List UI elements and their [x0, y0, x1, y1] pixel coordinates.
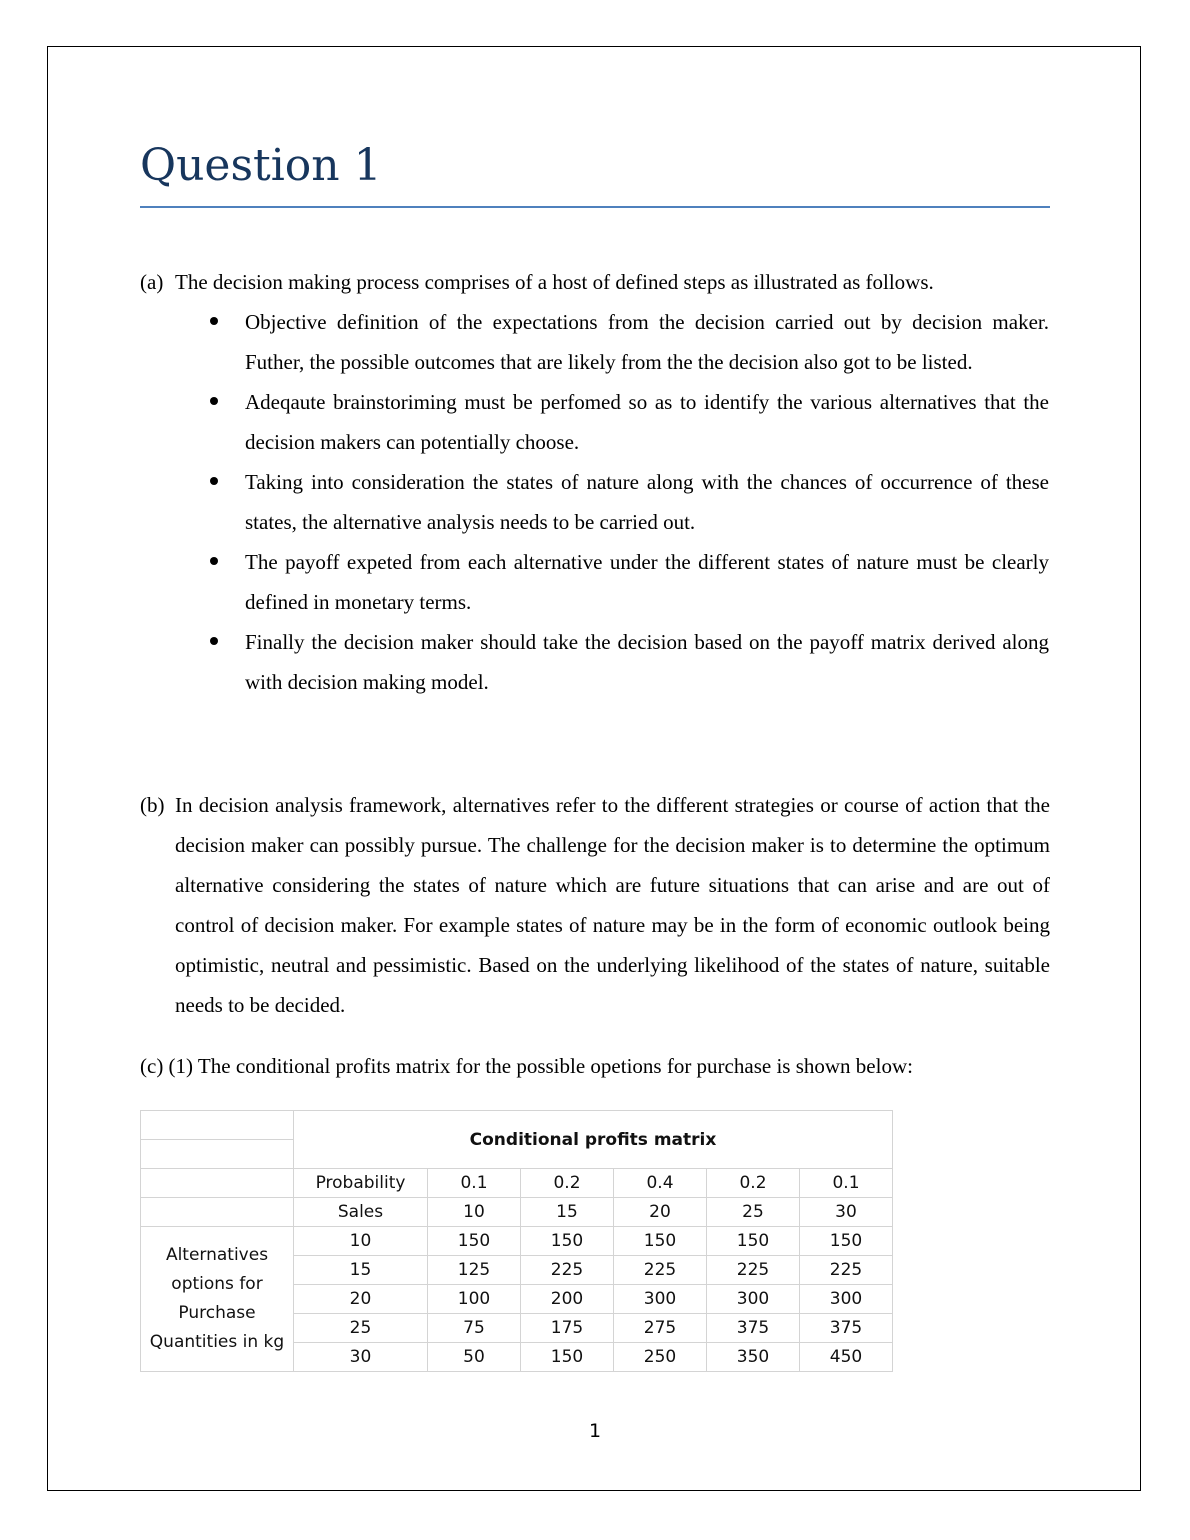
table-row	[141, 1227, 893, 1256]
bullet-text: Finally the decision maker should take the decision based on the payoff matrix derived along with decision making model.	[245, 630, 1049, 694]
page-title: Question 1	[140, 140, 382, 191]
profit-cell: 150	[521, 1227, 614, 1256]
part-b-marker: (b)	[140, 793, 165, 817]
bullet-icon	[210, 397, 218, 405]
title-underline	[140, 206, 1050, 208]
part-b-text: In decision analysis framework, alternatives refer to the different strategies or course of action that the decision maker can possibly pursue. The challenge for the decision maker is to determine the optimum alternative considering the states of nature which are future situations that can arise and are out of control of decision maker. For example states of nature may be in the form of economic outlook being optimistic, neutral and pessimistic. Based on the underlying likelihood of the states of nature, suitable needs to be decided.	[175, 793, 1050, 1017]
part-c-paragraph: (c) (1) The conditional profits matrix for the possible opetions for purchase is shown below:	[140, 1054, 913, 1078]
sales-cell: 15	[521, 1198, 614, 1227]
quantity-cell: 10	[294, 1227, 428, 1256]
conditional-profits-table	[140, 1110, 893, 1372]
sales-label: Sales	[294, 1198, 428, 1227]
profit-cell: 225	[521, 1256, 614, 1285]
bullet-icon	[210, 637, 218, 645]
table-title: Conditional profits matrix	[294, 1111, 893, 1169]
sales-cell: 10	[428, 1198, 521, 1227]
bullet-text: Taking into consideration the states of nature along with the chances of occurrence of these states, the alternative analysis needs to be carried out.	[245, 470, 1049, 534]
probability-cell: 0.1	[428, 1169, 521, 1198]
probability-cell: 0.2	[521, 1169, 614, 1198]
alternatives-label-line: Quantities in kg	[149, 1332, 285, 1352]
list-item	[210, 462, 1049, 542]
bullet-icon	[210, 317, 218, 325]
profit-cell: 150	[521, 1343, 614, 1372]
probability-row	[141, 1169, 893, 1198]
list-item	[210, 622, 1049, 702]
profit-cell: 375	[800, 1314, 893, 1343]
sales-row	[141, 1198, 893, 1227]
sales-cell: 20	[614, 1198, 707, 1227]
profit-cell: 450	[800, 1343, 893, 1372]
profit-cell: 150	[800, 1227, 893, 1256]
profit-cell: 225	[707, 1256, 800, 1285]
profit-cell: 175	[521, 1314, 614, 1343]
table-cell-empty	[141, 1140, 294, 1169]
quantity-cell: 15	[294, 1256, 428, 1285]
profit-cell: 125	[428, 1256, 521, 1285]
profit-cell: 275	[614, 1314, 707, 1343]
part-a-bullet-list	[210, 302, 1049, 702]
profit-cell: 150	[707, 1227, 800, 1256]
profit-cell: 225	[800, 1256, 893, 1285]
probability-cell: 0.4	[614, 1169, 707, 1198]
bullet-icon	[210, 557, 218, 565]
sales-cell: 25	[707, 1198, 800, 1227]
quantity-cell: 25	[294, 1314, 428, 1343]
profit-cell: 200	[521, 1285, 614, 1314]
table-cell-empty	[141, 1169, 294, 1198]
profit-cell: 350	[707, 1343, 800, 1372]
alternatives-label-line: Purchase	[178, 1303, 256, 1323]
profit-cell: 150	[428, 1227, 521, 1256]
profit-cell: 300	[800, 1285, 893, 1314]
part-a-intro-text: The decision making process comprises of a host of defined steps as illustrated as follows.	[175, 270, 934, 294]
part-a-marker: (a)	[140, 270, 164, 294]
profit-cell: 375	[707, 1314, 800, 1343]
profit-cell: 250	[614, 1343, 707, 1372]
profit-cell: 225	[614, 1256, 707, 1285]
profit-cell: 100	[428, 1285, 521, 1314]
probability-label: Probability	[294, 1169, 428, 1198]
list-item	[210, 542, 1049, 622]
list-item	[210, 302, 1049, 382]
alternatives-label	[141, 1227, 294, 1372]
bullet-text: The payoff expeted from each alternative under the different states of nature must be clearly defined in monetary terms.	[245, 550, 1049, 614]
quantity-cell: 20	[294, 1285, 428, 1314]
sales-cell: 30	[800, 1198, 893, 1227]
quantity-cell: 30	[294, 1343, 428, 1372]
bullet-text: Adeqaute brainstoriming must be perfomed so as to identify the various alternatives that the decision makers can potentially choose.	[245, 390, 1049, 454]
profit-cell: 150	[614, 1227, 707, 1256]
bullet-icon	[210, 477, 218, 485]
probability-cell: 0.2	[707, 1169, 800, 1198]
probability-cell: 0.1	[800, 1169, 893, 1198]
profit-cell: 300	[614, 1285, 707, 1314]
table-cell-empty	[141, 1111, 294, 1140]
table-cell-empty	[141, 1198, 294, 1227]
profit-cell: 300	[707, 1285, 800, 1314]
profit-cell: 75	[428, 1314, 521, 1343]
alternatives-label-line: options for	[171, 1274, 263, 1294]
profit-cell: 50	[428, 1343, 521, 1372]
bullet-text: Objective definition of the expectations from the decision carried out by decision maker. Futher, the possible outcomes that are likely from the the decision also got to be listed.	[245, 310, 1049, 374]
part-b-paragraph	[140, 785, 1050, 1025]
alternatives-label-line: Alternatives	[165, 1245, 269, 1265]
page-number: 1	[588, 1420, 602, 1442]
list-item	[210, 382, 1049, 462]
part-a-intro	[140, 262, 1050, 302]
